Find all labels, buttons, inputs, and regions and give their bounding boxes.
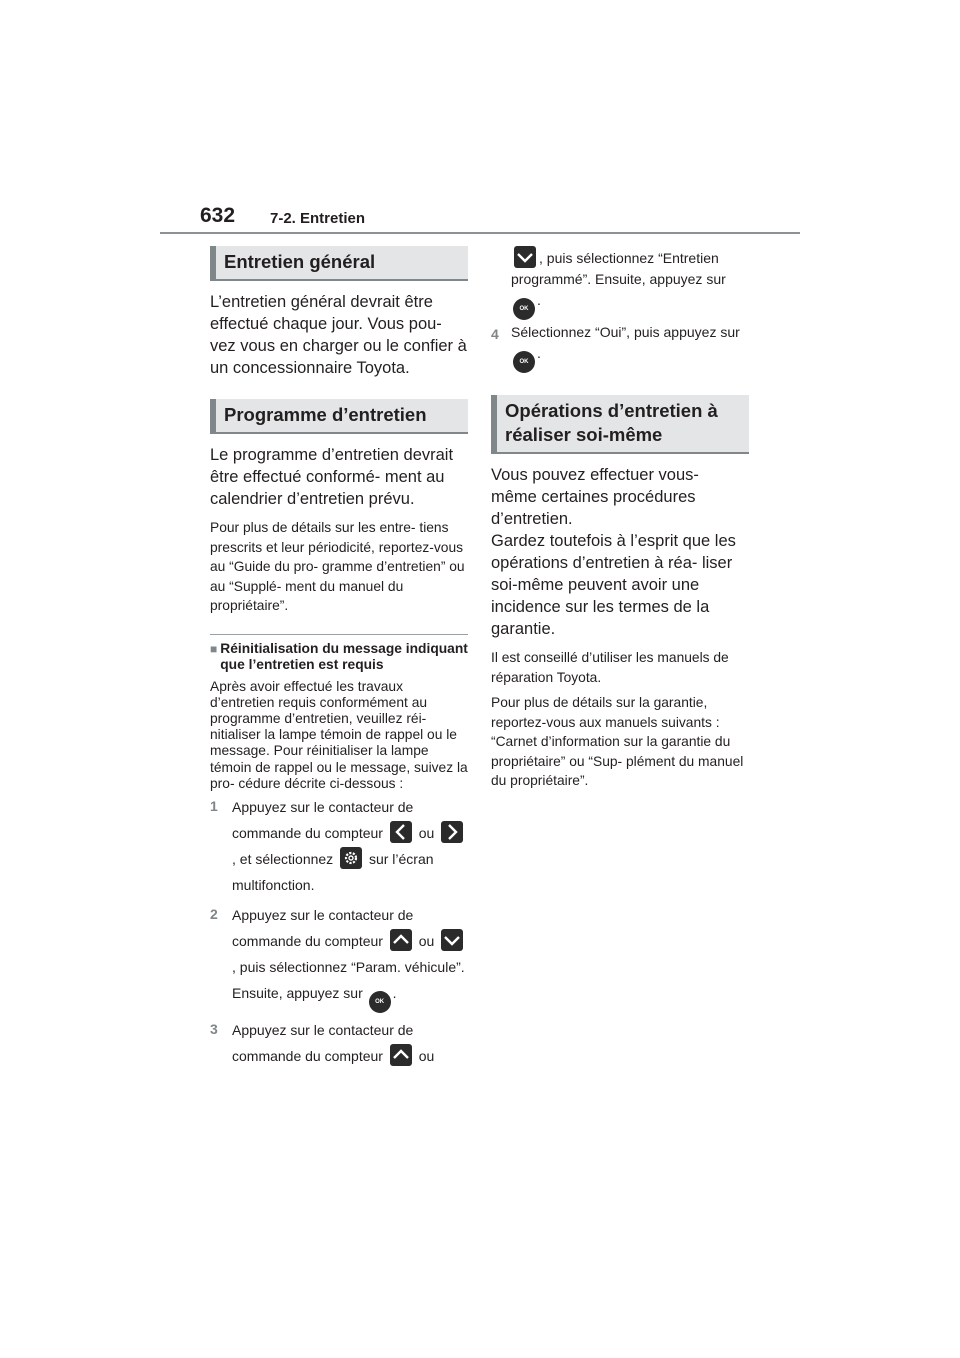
self-maintenance-note-2: Pour plus de détails sur la garantie, reportez-vous aux manuels suivants : “Carnet d’information sur la garantie du propriétaire” ou “Sup- plément du manuel du propriétaire”. — [491, 695, 744, 788]
reset-heading-text: Réinitialisation du message indiquant que l’entretien est requis — [220, 640, 468, 672]
step-number: 3 — [210, 1020, 218, 1037]
step-1-text-b: ou — [418, 824, 435, 841]
step-3-text-c: , puis sélectionnez “Entretien programmé”. Ensuite, appuyez sur — [511, 250, 726, 287]
step-text — [511, 322, 749, 373]
banner-maintenance-program: Programme d’entretien — [210, 399, 468, 434]
step-1-text-a: Appuyez sur le contacteur de commande du compteur — [232, 798, 414, 841]
section-divider — [210, 634, 468, 635]
chevron-down-icon — [441, 929, 463, 951]
maintenance-program-text: Le programme d’entretien devrait être effectué conformé- ment au calendrier d’entretien prévu. — [210, 446, 454, 508]
reset-heading — [210, 641, 468, 673]
right-column — [491, 246, 749, 791]
step-2-text-c: , puis sélectionnez “Param. véhicule”. Ensuite, appuyez sur — [232, 958, 465, 1001]
general-maintenance-text: L’entretien général devrait être effectué chaque jour. Vous pou- vez vous en charger ou le confier à un concessionnaire Toyota. — [210, 293, 467, 377]
step-text — [511, 246, 749, 320]
chevron-up-icon — [390, 1044, 412, 1066]
step-3-text-d: . — [537, 292, 541, 308]
section-title: 7-2. Entretien — [270, 210, 366, 227]
step-4 — [491, 322, 749, 373]
step-number: 4 — [491, 326, 499, 342]
step-text — [232, 1017, 468, 1069]
step-number: 2 — [210, 905, 218, 922]
step-1-text-c: , et sélectionnez — [232, 850, 334, 867]
ok-button-icon: OK — [369, 991, 391, 1013]
step-2-text-b: ou — [418, 932, 435, 949]
chevron-up-icon — [390, 929, 412, 951]
step-1 — [210, 794, 468, 898]
step-3-continued — [491, 246, 749, 320]
page-number: 632 — [200, 204, 236, 227]
step-3-text-a: Appuyez sur le contacteur de commande du compteur — [232, 1021, 414, 1064]
left-column — [210, 246, 468, 1069]
header-rule — [160, 232, 800, 234]
step-4-text-a: Sélectionnez “Oui”, puis appuyez sur — [511, 324, 740, 340]
step-3 — [210, 1017, 468, 1069]
step-number: 1 — [210, 797, 218, 814]
banner-general-maintenance: Entretien général — [210, 246, 468, 281]
ok-button-icon: OK — [513, 351, 535, 373]
self-maintenance-note-1: Il est conseillé d’utiliser les manuels de réparation Toyota. — [491, 650, 729, 685]
step-text — [232, 902, 468, 1013]
step-1-text-d: sur l’écran multifonction. — [232, 850, 434, 893]
step-2 — [210, 902, 468, 1013]
step-text — [232, 794, 468, 898]
step-2-text-d: . — [392, 984, 397, 1001]
banner-self-maintenance: Opérations d’entretien à réaliser soi-même — [491, 395, 749, 454]
step-3-text-b: ou — [418, 1047, 435, 1064]
chevron-left-icon — [390, 821, 412, 843]
reset-intro-text: Après avoir effectué les travaux d’entretien requis conformément au programme d’entretien, veuillez réi- nitialiser la lampe témoin de rappel ou le message. Pour réinitialiser la lampe témoin de rappel ou le message, suivez la pro- cédure décrite ci-dessous : — [210, 678, 468, 791]
ok-button-icon: OK — [513, 298, 535, 320]
maintenance-program-note: Pour plus de détails sur les entre- tiens prescrits et leur périodicité, reportez-vous au “Guide du pro- gramme d’entretien” ou au “Supplé- ment du manuel du propriétaire”. — [210, 520, 465, 613]
square-bullet-icon: ■ — [210, 641, 218, 656]
chevron-right-icon — [441, 821, 463, 843]
self-maintenance-text-2: Gardez toutefois à l’esprit que les opérations d’entretien à réa- liser soi-même peuvent avoir une incidence sur les termes de la garantie. — [491, 532, 736, 638]
step-2-text-a: Appuyez sur le contacteur de commande du compteur — [232, 906, 414, 949]
chevron-down-icon — [514, 246, 536, 268]
self-maintenance-text-1: Vous pouvez effectuer vous- même certaines procédures d’entretien. — [491, 466, 699, 528]
step-4-text-b: . — [537, 345, 541, 361]
gear-icon — [340, 847, 362, 869]
